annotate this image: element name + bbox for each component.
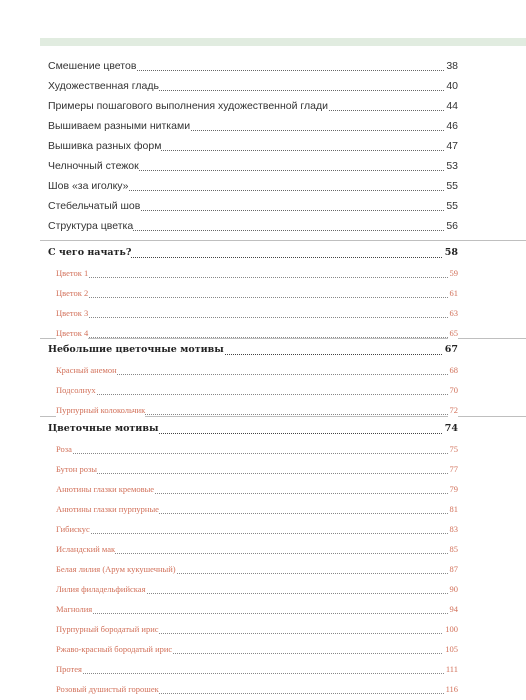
- toc-section-title: С чего начать?: [48, 244, 131, 262]
- dot-leader: [56, 337, 458, 338]
- toc-entry-page: 47: [444, 137, 458, 155]
- toc-entry-page: 46: [444, 117, 458, 135]
- toc-entry[interactable]: [0, 217, 526, 235]
- toc-subentry[interactable]: [0, 304, 526, 322]
- toc-entry-page: 55: [444, 197, 458, 215]
- toc-subentry-page: 72: [448, 401, 459, 419]
- toc-subentry-title: Цветок 2: [56, 284, 88, 302]
- toc-subentry[interactable]: [0, 600, 526, 618]
- dot-leader: [56, 673, 458, 674]
- toc-section-title: Цветочные мотивы: [48, 420, 158, 438]
- toc-subentry-title: Цветок 1: [56, 264, 88, 282]
- toc-subentry-title: Цветок 4: [56, 324, 88, 342]
- toc-section-heading[interactable]: [0, 420, 526, 438]
- toc-section-heading[interactable]: [0, 341, 526, 359]
- toc-subentry[interactable]: [0, 680, 526, 698]
- toc-subentry-page: 105: [443, 640, 458, 658]
- toc-subentry[interactable]: [0, 560, 526, 578]
- toc-subentry-page: 68: [448, 361, 459, 379]
- toc-entry[interactable]: [0, 157, 526, 175]
- toc-entry-title: Вышиваем разными нитками: [48, 117, 190, 135]
- toc-entry-title: Стебельчатый шов: [48, 197, 140, 215]
- toc-subentry[interactable]: [0, 324, 526, 342]
- toc-entry[interactable]: [0, 117, 526, 135]
- dot-leader: [56, 297, 458, 298]
- dot-leader: [56, 533, 458, 534]
- toc-subentry-page: 85: [448, 540, 459, 558]
- toc-subentry-title: Бутон розы: [56, 460, 97, 478]
- toc-subentry-title: Анютины глазки пурпурные: [56, 500, 159, 518]
- toc-subentry-page: 111: [444, 660, 458, 678]
- toc-entry-title: Челночный стежок: [48, 157, 139, 175]
- toc-subentry-page: 116: [444, 680, 458, 698]
- toc-subentry-page: 79: [448, 480, 459, 498]
- toc-entry-title: Художественная гладь: [48, 77, 159, 95]
- toc-subentry[interactable]: [0, 381, 526, 399]
- toc-subentry-page: 81: [448, 500, 459, 518]
- toc-subentry[interactable]: [0, 361, 526, 379]
- toc-entry[interactable]: [0, 137, 526, 155]
- toc-entry-title: Структура цветка: [48, 217, 133, 235]
- toc-subentry-title: Белая лилия (Арум кукушечный): [56, 560, 176, 578]
- toc-subentry[interactable]: [0, 520, 526, 538]
- toc-entry[interactable]: [0, 177, 526, 195]
- toc-subentry[interactable]: [0, 440, 526, 458]
- toc-entry-title: Смешение цветов: [48, 57, 136, 75]
- toc-subentry-title: Гибискус: [56, 520, 90, 538]
- toc-subentry-page: 70: [448, 381, 459, 399]
- toc-subentry-page: 75: [448, 440, 459, 458]
- toc-subentry-title: Ржаво-красный бородатый ирис: [56, 640, 172, 658]
- dot-leader: [56, 277, 458, 278]
- toc-subentry-title: Лилия филадельфийская: [56, 580, 146, 598]
- toc-subentry-title: Красный анемон: [56, 361, 117, 379]
- toc-subentry-page: 65: [448, 324, 459, 342]
- toc-section-page: 67: [443, 341, 458, 359]
- dot-leader: [56, 613, 458, 614]
- toc-entry-page: 56: [444, 217, 458, 235]
- toc-subentry-title: Розовый душистый горошек: [56, 680, 159, 698]
- toc-subentry-page: 63: [448, 304, 459, 322]
- toc-subentry[interactable]: [0, 660, 526, 678]
- toc-section-page: 58: [443, 244, 458, 262]
- toc-subentry-page: 90: [448, 580, 459, 598]
- toc-entry-page: 40: [444, 77, 458, 95]
- toc-entry-title: Примеры пошагового выполнения художественной глади: [48, 97, 328, 115]
- toc-subentry-title: Цветок 3: [56, 304, 88, 322]
- toc-subentry-title: Магнолия: [56, 600, 92, 618]
- toc-entry-page: 55: [444, 177, 458, 195]
- toc-subentry[interactable]: [0, 284, 526, 302]
- toc-subentry[interactable]: [0, 500, 526, 518]
- toc-entry-page: 44: [444, 97, 458, 115]
- toc-subentry-title: Роза: [56, 440, 72, 458]
- toc-entry-page: 53: [444, 157, 458, 175]
- toc-subentry-page: 61: [448, 284, 459, 302]
- toc-subentry-page: 77: [448, 460, 459, 478]
- toc-entry-title: Шов «за иголку»: [48, 177, 129, 195]
- toc-subentry[interactable]: [0, 640, 526, 658]
- toc-entry[interactable]: [0, 97, 526, 115]
- dot-leader: [56, 317, 458, 318]
- toc-subentry[interactable]: [0, 264, 526, 282]
- toc-subentry-title: Протея: [56, 660, 82, 678]
- toc-subentry[interactable]: [0, 460, 526, 478]
- toc-subentry-page: 83: [448, 520, 459, 538]
- toc-entry-page: 38: [444, 57, 458, 75]
- dot-leader: [56, 553, 458, 554]
- toc-subentry[interactable]: [0, 540, 526, 558]
- toc-subentry[interactable]: [0, 580, 526, 598]
- toc-subentry[interactable]: [0, 620, 526, 638]
- toc-subentry-page: 87: [448, 560, 459, 578]
- toc-subentry-page: 59: [448, 264, 459, 282]
- toc-subentry-title: Исландский мак: [56, 540, 115, 558]
- toc-subentry-title: Пурпурный бородатый ирис: [56, 620, 159, 638]
- toc-entry[interactable]: [0, 197, 526, 215]
- toc-entry[interactable]: [0, 77, 526, 95]
- dot-leader: [56, 394, 458, 395]
- toc-subentry-title: Подсолнух: [56, 381, 96, 399]
- toc-section-heading[interactable]: [0, 244, 526, 262]
- toc-section-title: Небольшие цветочные мотивы: [48, 341, 224, 359]
- toc-subentry[interactable]: [0, 401, 526, 419]
- toc-subentry-page: 100: [443, 620, 458, 638]
- toc-subentry-page: 94: [448, 600, 459, 618]
- dot-leader: [56, 453, 458, 454]
- toc-subentry-title: Анютины глазки кремовые: [56, 480, 154, 498]
- toc-entry[interactable]: [0, 57, 526, 75]
- toc-section-page: 74: [443, 420, 458, 438]
- toc-subentry-title: Пурпурный колокольчик: [56, 401, 145, 419]
- toc-entry-title: Вышивка разных форм: [48, 137, 161, 155]
- toc-subentry[interactable]: [0, 480, 526, 498]
- dot-leader: [56, 473, 458, 474]
